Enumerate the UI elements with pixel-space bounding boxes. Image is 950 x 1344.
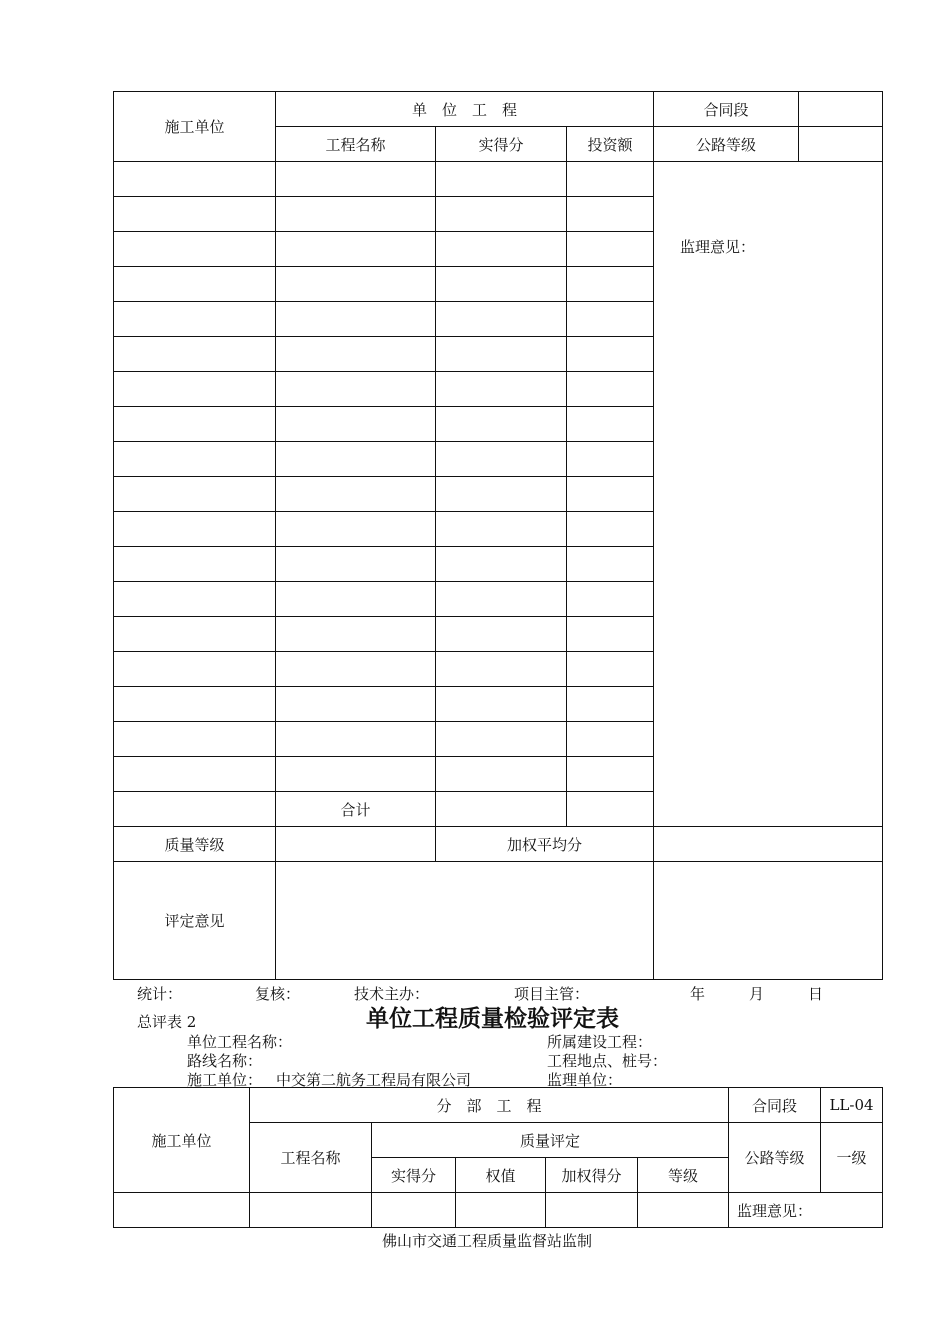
table-cell[interactable]: [276, 232, 436, 267]
construction-unit-value: 中交第二航务工程局有限公司: [276, 1071, 472, 1089]
evaluation-extra-cell[interactable]: [654, 862, 883, 980]
road-grade-value: 一级: [821, 1123, 883, 1193]
contract-section-header: 合同段: [729, 1088, 821, 1123]
supervision-opinion-cell[interactable]: 监理意见：: [729, 1193, 883, 1228]
table-cell[interactable]: [114, 1193, 250, 1228]
table-cell[interactable]: [114, 512, 276, 547]
table-cell[interactable]: [436, 372, 567, 407]
supervision-opinion-label: 监理意见：: [680, 238, 756, 256]
table-cell[interactable]: [567, 337, 654, 372]
total-score-cell[interactable]: [436, 792, 567, 827]
table-cell[interactable]: [276, 652, 436, 687]
table-cell[interactable]: [114, 757, 276, 792]
table-cell[interactable]: [436, 267, 567, 302]
location-label: 工程地点、桩号：: [547, 1052, 668, 1070]
evaluation-opinion-label: 评定意见: [114, 862, 276, 980]
project-manager-label: 项目主管：: [514, 985, 590, 1003]
table-cell[interactable]: [276, 722, 436, 757]
table-cell[interactable]: [546, 1193, 638, 1228]
review-label: 复核：: [255, 985, 301, 1003]
table-cell[interactable]: [114, 267, 276, 302]
table-cell[interactable]: [436, 442, 567, 477]
actual-score-header: 实得分: [436, 127, 567, 162]
table-cell[interactable]: [436, 337, 567, 372]
weighted-avg-label: 加权平均分: [436, 827, 654, 862]
tech-lead-label: 技术主办：: [354, 985, 430, 1003]
table-cell[interactable]: [567, 477, 654, 512]
day-label: 日: [808, 985, 824, 1003]
supervision-unit-label: 监理单位：: [547, 1071, 623, 1089]
quality-eval-header: 质量评定: [372, 1123, 729, 1158]
table-cell[interactable]: [276, 407, 436, 442]
unit-project-name-label: 单位工程名称：: [187, 1033, 293, 1051]
construction-unit-header: 施工单位: [114, 1088, 250, 1193]
table-cell[interactable]: [276, 197, 436, 232]
supervision-opinion-cell[interactable]: [654, 162, 883, 827]
table-cell[interactable]: [276, 477, 436, 512]
table-cell[interactable]: [436, 197, 567, 232]
table-cell[interactable]: [276, 302, 436, 337]
construction-unit-label-text: 施工单位：: [187, 1071, 263, 1089]
unit-project-quality-table: [113, 1087, 883, 1228]
table-cell[interactable]: [436, 547, 567, 582]
quality-grade-row: [114, 827, 883, 862]
table-cell[interactable]: [114, 687, 276, 722]
table-cell[interactable]: [456, 1193, 546, 1228]
table-cell[interactable]: [276, 757, 436, 792]
table-cell[interactable]: [567, 232, 654, 267]
division-project-header: 分 部 工 程: [250, 1088, 729, 1123]
table-cell[interactable]: [250, 1193, 372, 1228]
weight-header: 权值: [456, 1158, 546, 1193]
table-cell[interactable]: [114, 407, 276, 442]
table-cell[interactable]: [436, 477, 567, 512]
unit-project-score-table: [113, 91, 883, 980]
table-cell[interactable]: [114, 197, 276, 232]
table-cell[interactable]: [114, 442, 276, 477]
table-cell[interactable]: [567, 302, 654, 337]
table-cell[interactable]: [276, 442, 436, 477]
table-cell[interactable]: [436, 687, 567, 722]
route-name-label: 路线名称：: [187, 1052, 263, 1070]
table-cell[interactable]: [114, 232, 276, 267]
table-cell[interactable]: [436, 722, 567, 757]
table-cell[interactable]: [567, 267, 654, 302]
table-cell[interactable]: [276, 512, 436, 547]
table-cell[interactable]: [276, 547, 436, 582]
footer-issuer: 佛山市交通工程质量监督站监制: [382, 1232, 593, 1250]
table-row: [114, 1193, 883, 1228]
table-cell[interactable]: [567, 687, 654, 722]
evaluation-row: [114, 862, 883, 980]
contract-section-cell[interactable]: [799, 92, 883, 127]
stats-label: 统计：: [137, 985, 183, 1003]
table-cell[interactable]: [567, 652, 654, 687]
form-title: 单位工程质量检验评定表: [366, 1006, 619, 1032]
table-cell[interactable]: [567, 547, 654, 582]
table-cell[interactable]: [567, 617, 654, 652]
table-cell[interactable]: [436, 757, 567, 792]
table-cell[interactable]: [436, 232, 567, 267]
total-label: 合计: [276, 792, 436, 827]
road-grade-header: 公路等级: [654, 127, 799, 162]
quality-grade-cell[interactable]: [276, 827, 436, 862]
table-cell[interactable]: [114, 722, 276, 757]
table-cell[interactable]: [114, 792, 276, 827]
table-row: [114, 162, 883, 197]
table-cell[interactable]: [567, 582, 654, 617]
table-cell[interactable]: [567, 372, 654, 407]
road-grade-header: 公路等级: [729, 1123, 821, 1193]
table-cell[interactable]: [114, 477, 276, 512]
table-cell[interactable]: [276, 617, 436, 652]
table-cell[interactable]: [114, 302, 276, 337]
weighted-avg-cell[interactable]: [654, 827, 883, 862]
table-cell[interactable]: [114, 617, 276, 652]
table-cell[interactable]: [114, 652, 276, 687]
table-cell[interactable]: [567, 442, 654, 477]
table-cell[interactable]: [372, 1193, 456, 1228]
table-cell[interactable]: [114, 337, 276, 372]
total-investment-cell[interactable]: [567, 792, 654, 827]
road-grade-cell[interactable]: [799, 127, 883, 162]
table-cell[interactable]: [276, 687, 436, 722]
table-cell[interactable]: [276, 372, 436, 407]
table-cell[interactable]: [276, 582, 436, 617]
table-cell[interactable]: [114, 547, 276, 582]
table-cell[interactable]: [276, 337, 436, 372]
construction-unit-header: 施工单位: [114, 92, 276, 162]
contract-section-value: LL-04: [821, 1088, 883, 1123]
table-cell[interactable]: [114, 582, 276, 617]
month-label: 月: [749, 985, 765, 1003]
project-name-header: 工程名称: [250, 1123, 372, 1193]
contract-section-header: 合同段: [654, 92, 799, 127]
table-cell[interactable]: [436, 302, 567, 337]
evaluation-opinion-cell[interactable]: [276, 862, 654, 980]
table-cell[interactable]: [436, 617, 567, 652]
table-cell[interactable]: [567, 197, 654, 232]
table-cell[interactable]: [436, 582, 567, 617]
parent-project-label: 所属建设工程：: [547, 1033, 653, 1051]
table-cell[interactable]: [567, 162, 654, 197]
form-number: 总评表 2: [137, 1013, 197, 1031]
table-cell[interactable]: [436, 512, 567, 547]
table-cell[interactable]: [567, 722, 654, 757]
table-cell[interactable]: [436, 162, 567, 197]
grade-header: 等级: [638, 1158, 729, 1193]
year-label: 年: [690, 985, 706, 1003]
project-name-header: 工程名称: [276, 127, 436, 162]
table-cell[interactable]: [567, 757, 654, 792]
table-cell[interactable]: [114, 372, 276, 407]
table-cell[interactable]: [114, 162, 276, 197]
weighted-score-header: 加权得分: [546, 1158, 638, 1193]
table-cell[interactable]: [436, 407, 567, 442]
investment-header: 投资额: [567, 127, 654, 162]
table-cell[interactable]: [567, 407, 654, 442]
table-cell[interactable]: [638, 1193, 729, 1228]
actual-score-header: 实得分: [372, 1158, 456, 1193]
quality-grade-label: 质量等级: [114, 827, 276, 862]
table-cell[interactable]: [436, 652, 567, 687]
unit-project-header: 单 位 工 程: [276, 92, 654, 127]
table-cell[interactable]: [276, 267, 436, 302]
table-cell[interactable]: [276, 162, 436, 197]
table-cell[interactable]: [567, 512, 654, 547]
